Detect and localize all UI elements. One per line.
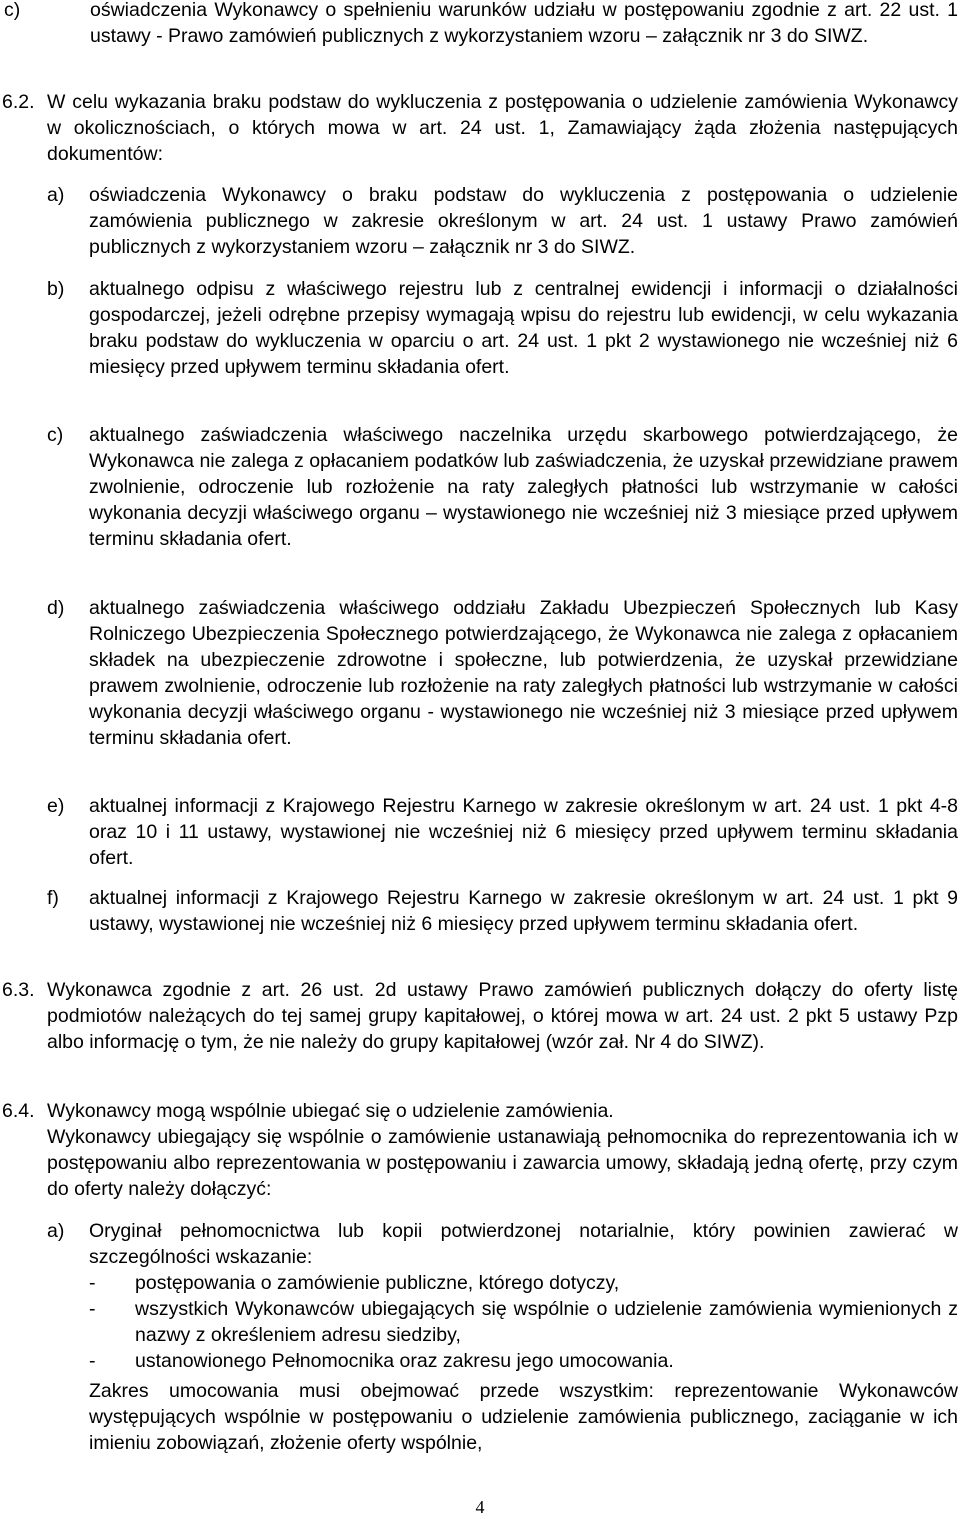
item-text: aktualnego odpisu z właściwego rejestru lub z centralnej ewidencji i informacji o działalności gospodarczej, jeżeli odrębne przepisy wymagają wpisu do rejestru lub ewidencji, w celu wykazania braku podstaw do wykluczenia w oparciu o art. 24 ust. 1 pkt 2 wystawionego nie wcześniej niż 6 miesięcy przed upływem terminu składania ofert.	[89, 278, 958, 378]
item-text: aktualnego zaświadczenia właściwego naczelnika urzędu skarbowego potwierdzającego, że Wykonawca nie zalega z opłacaniem podatków lub zaświadczenia, że uzyskał przewidziane prawem zwolnienie, odroczenie lub rozłożenie na raty zaległych płatności lub wstrzymanie w całości wykonania decyzji właściwego organu – wystawionego nie wcześniej niż 3 miesiące przed upływem terminu składania ofert.	[89, 424, 958, 550]
dash-text: wszystkich Wykonawców ubiegających się wspólnie o udzielenie zamówienia wymienionych z nazwy z określeniem adresu siedziby,	[135, 1298, 958, 1346]
zakres-paragraph: Zakres umocowania musi obejmować przede wszystkim: reprezentowanie Wykonawców występujących wspólnie w postępowaniu o udzielenie zamówienia publicznego, zaciąganie w ich imieniu zobowiązań, złożenie oferty wspólnie,	[89, 1380, 958, 1454]
item-text: Oryginał pełnomocnictwa lub kopii potwierdzonej notarialnie, który powinien zawierać w szczególności wskazanie:	[89, 1220, 958, 1268]
item-e	[47, 793, 958, 871]
item-text: oświadczenia Wykonawcy o braku podstaw do wykluczenia z postępowania o udzielenie zamówienia publicznego w zakresie określonym w art. 24 ust. 1 ustawy Prawo zamówień publicznych z wykorzystaniem wzoru – załącznik nr 3 do SIWZ.	[89, 184, 958, 258]
item-f	[47, 885, 958, 937]
item-d	[47, 595, 958, 751]
dash-list-item	[89, 1296, 958, 1348]
item-label: f)	[47, 887, 59, 909]
dash-mark: -	[89, 1298, 96, 1320]
item-label: a)	[47, 184, 65, 206]
item-a-pelnomocnictwo	[47, 1218, 958, 1270]
section-number: 6.3.	[2, 979, 35, 1001]
item-label: b)	[47, 278, 65, 300]
section-number: 6.4.	[2, 1100, 35, 1122]
section-text: Wykonawcy mogą wspólnie ubiegać się o udzielenie zamówienia.	[47, 1100, 614, 1122]
dash-mark: -	[89, 1350, 96, 1372]
section-6-4	[2, 1098, 958, 1124]
section-6-3	[2, 977, 958, 1055]
section-number: 6.2.	[2, 91, 35, 113]
section-6-2	[2, 89, 958, 167]
item-label: c)	[4, 0, 21, 21]
dash-mark: -	[89, 1272, 96, 1294]
item-label: c)	[47, 424, 64, 446]
item-b	[47, 276, 958, 380]
dash-text: ustanowionego Pełnomocnika oraz zakresu jego umocowania.	[135, 1350, 674, 1372]
item-text: aktualnej informacji z Krajowego Rejestru Karnego w zakresie określonym w art. 24 ust. 1 pkt 4-8 oraz 10 i 11 ustawy, wystawionej nie wcześniej niż 6 miesięcy przed upływem terminu składania ofert.	[89, 795, 958, 869]
section-text: Wykonawca zgodnie z art. 26 ust. 2d ustawy Prawo zamówień publicznych dołączy do oferty listę podmiotów należących do tej samej grupy kapitałowej, o której mowa w art. 24 ust. 2 pkt 5 ustawy Pzp albo informację o tym, że nie należy do grupy kapitałowej (wzór zał. Nr 4 do SIWZ).	[47, 979, 958, 1053]
dash-text: postępowania o zamówienie publiczne, którego dotyczy,	[135, 1272, 620, 1294]
page-number: 4	[475, 1497, 485, 1517]
section-text: W celu wykazania braku podstaw do wykluczenia z postępowania o udzielenie zamówienia Wykonawcy w okolicznościach, o których mowa w art. 24 ust. 1, Zamawiający żąda złożenia następujących dokumentów:	[47, 91, 958, 165]
dash-list-item	[89, 1270, 958, 1296]
item-text: aktualnego zaświadczenia właściwego oddziału Zakładu Ubezpieczeń Społecznych lub Kasy Rolniczego Ubezpieczenia Społecznego potwierdzającego, że Wykonawca nie zalega z opłacaniem składek na ubezpieczenie zdrowotne i społeczne, lub potwierdzenia, że uzyskał przewidziane prawem zwolnienie, odroczenie lub rozłożenie na raty zaległych płatności lub wstrzymanie w całości wykonania decyzji właściwego organu - wystawionego nie wcześniej niż 3 miesiące przed upływem terminu składania ofert.	[89, 597, 958, 749]
item-a	[47, 182, 958, 260]
dash-list-item	[89, 1348, 958, 1374]
section-6-4-paragraph: Wykonawcy ubiegający się wspólnie o zamówienie ustanawiają pełnomocnika do reprezentowania ich w postępowaniu albo reprezentowania w postępowaniu i zawarcia umowy, składają jedną ofertę, przy czym do oferty należy dołączyć:	[47, 1126, 958, 1200]
item-text: oświadczenia Wykonawcy o spełnieniu warunków udziału w postępowaniu zgodnie z art. 22 ust. 1 ustawy - Prawo zamówień publicznych z wykorzystaniem wzoru – załącznik nr 3 do SIWZ.	[90, 0, 958, 47]
item-c	[47, 422, 958, 552]
item-label: d)	[47, 597, 65, 619]
item-c-top	[4, 0, 958, 49]
dash-list	[89, 1270, 958, 1374]
item-label: a)	[47, 1220, 65, 1242]
item-label: e)	[47, 795, 65, 817]
item-text: aktualnej informacji z Krajowego Rejestru Karnego w zakresie określonym w art. 24 ust. 1 pkt 9 ustawy, wystawionej nie wcześniej niż 6 miesięcy przed upływem terminu składania ofert.	[89, 887, 958, 935]
